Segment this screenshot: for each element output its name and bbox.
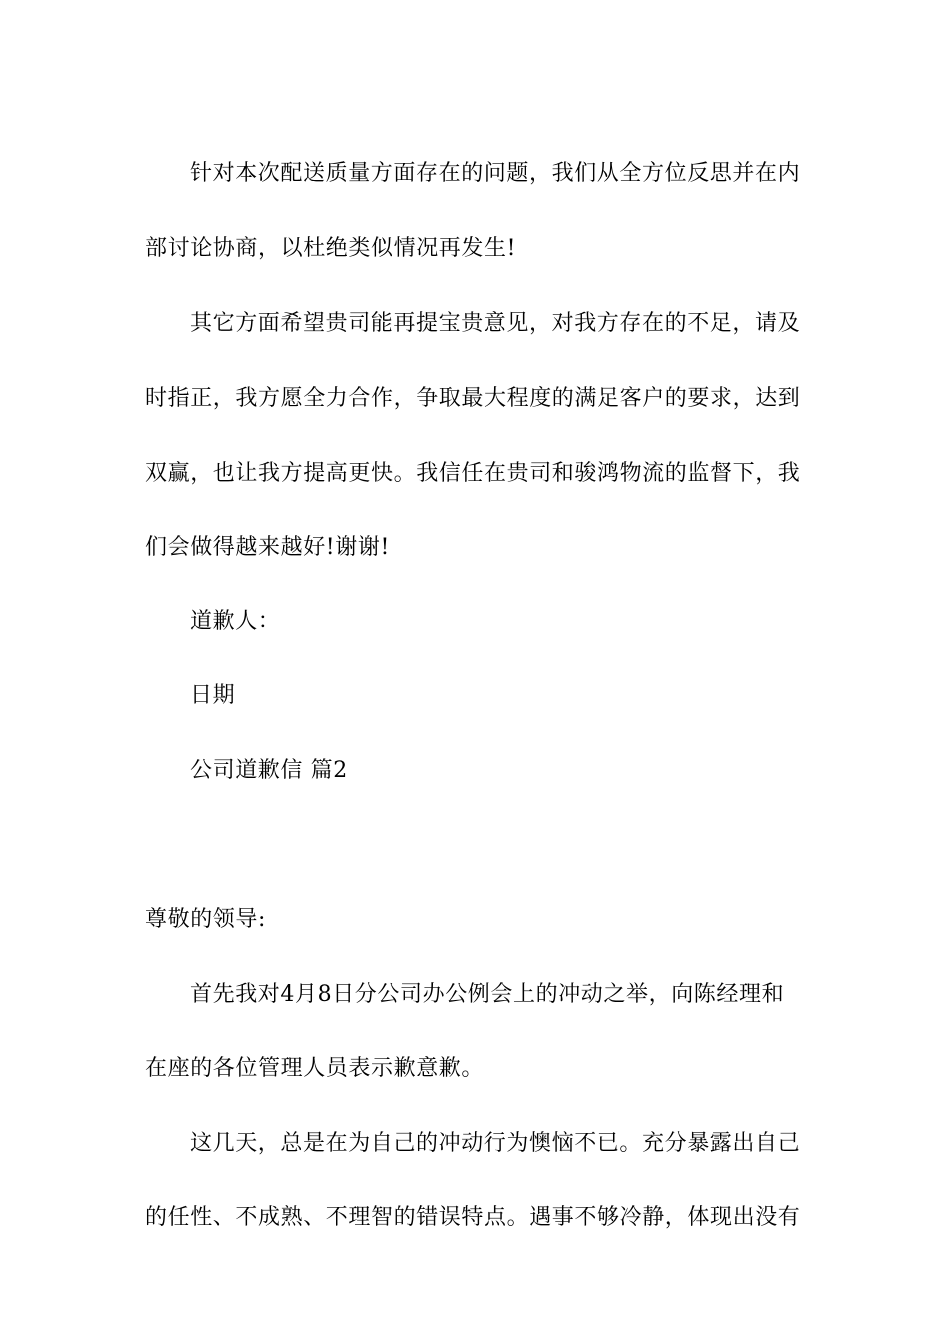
section-heading: 公司道歉信 篇2 bbox=[190, 758, 348, 783]
date-label: 日期 bbox=[190, 683, 236, 708]
paragraph-3-line-1: 首先我对4月8日分公司办公例会上的冲动之举，向陈经理和 bbox=[190, 982, 785, 1007]
paragraph-2-line-1: 其它方面希望贵司能再提宝贵意见，对我方存在的不足，请及 bbox=[190, 311, 801, 336]
paragraph-4-line-1: 这几天，总是在为自己的冲动行为懊恼不已。充分暴露出自己 bbox=[190, 1131, 801, 1156]
paragraph-3-line-2: 在座的各位管理人员表示歉意歉。 bbox=[145, 1056, 485, 1081]
paragraph-2-line-3: 双赢，也让我方提高更快。我信任在贵司和骏鸿物流的监督下，我 bbox=[145, 461, 801, 486]
paragraph-2-line-2: 时指正，我方愿全力合作，争取最大程度的满足客户的要求，达到 bbox=[145, 386, 801, 411]
salutation: 尊敬的领导: bbox=[145, 907, 267, 932]
paragraph-2-line-4: 们会做得越来越好!谢谢! bbox=[145, 535, 390, 560]
paragraph-1-line-2: 部讨论协商，以杜绝类似情况再发生! bbox=[145, 236, 517, 261]
paragraph-1-line-1: 针对本次配送质量方面存在的问题，我们从全方位反思并在内 bbox=[190, 161, 801, 186]
paragraph-4-line-2: 的任性、不成熟、不理智的错误特点。遇事不够冷静，体现出没有 bbox=[145, 1205, 801, 1230]
apologizer-label: 道歉人： bbox=[190, 609, 281, 634]
